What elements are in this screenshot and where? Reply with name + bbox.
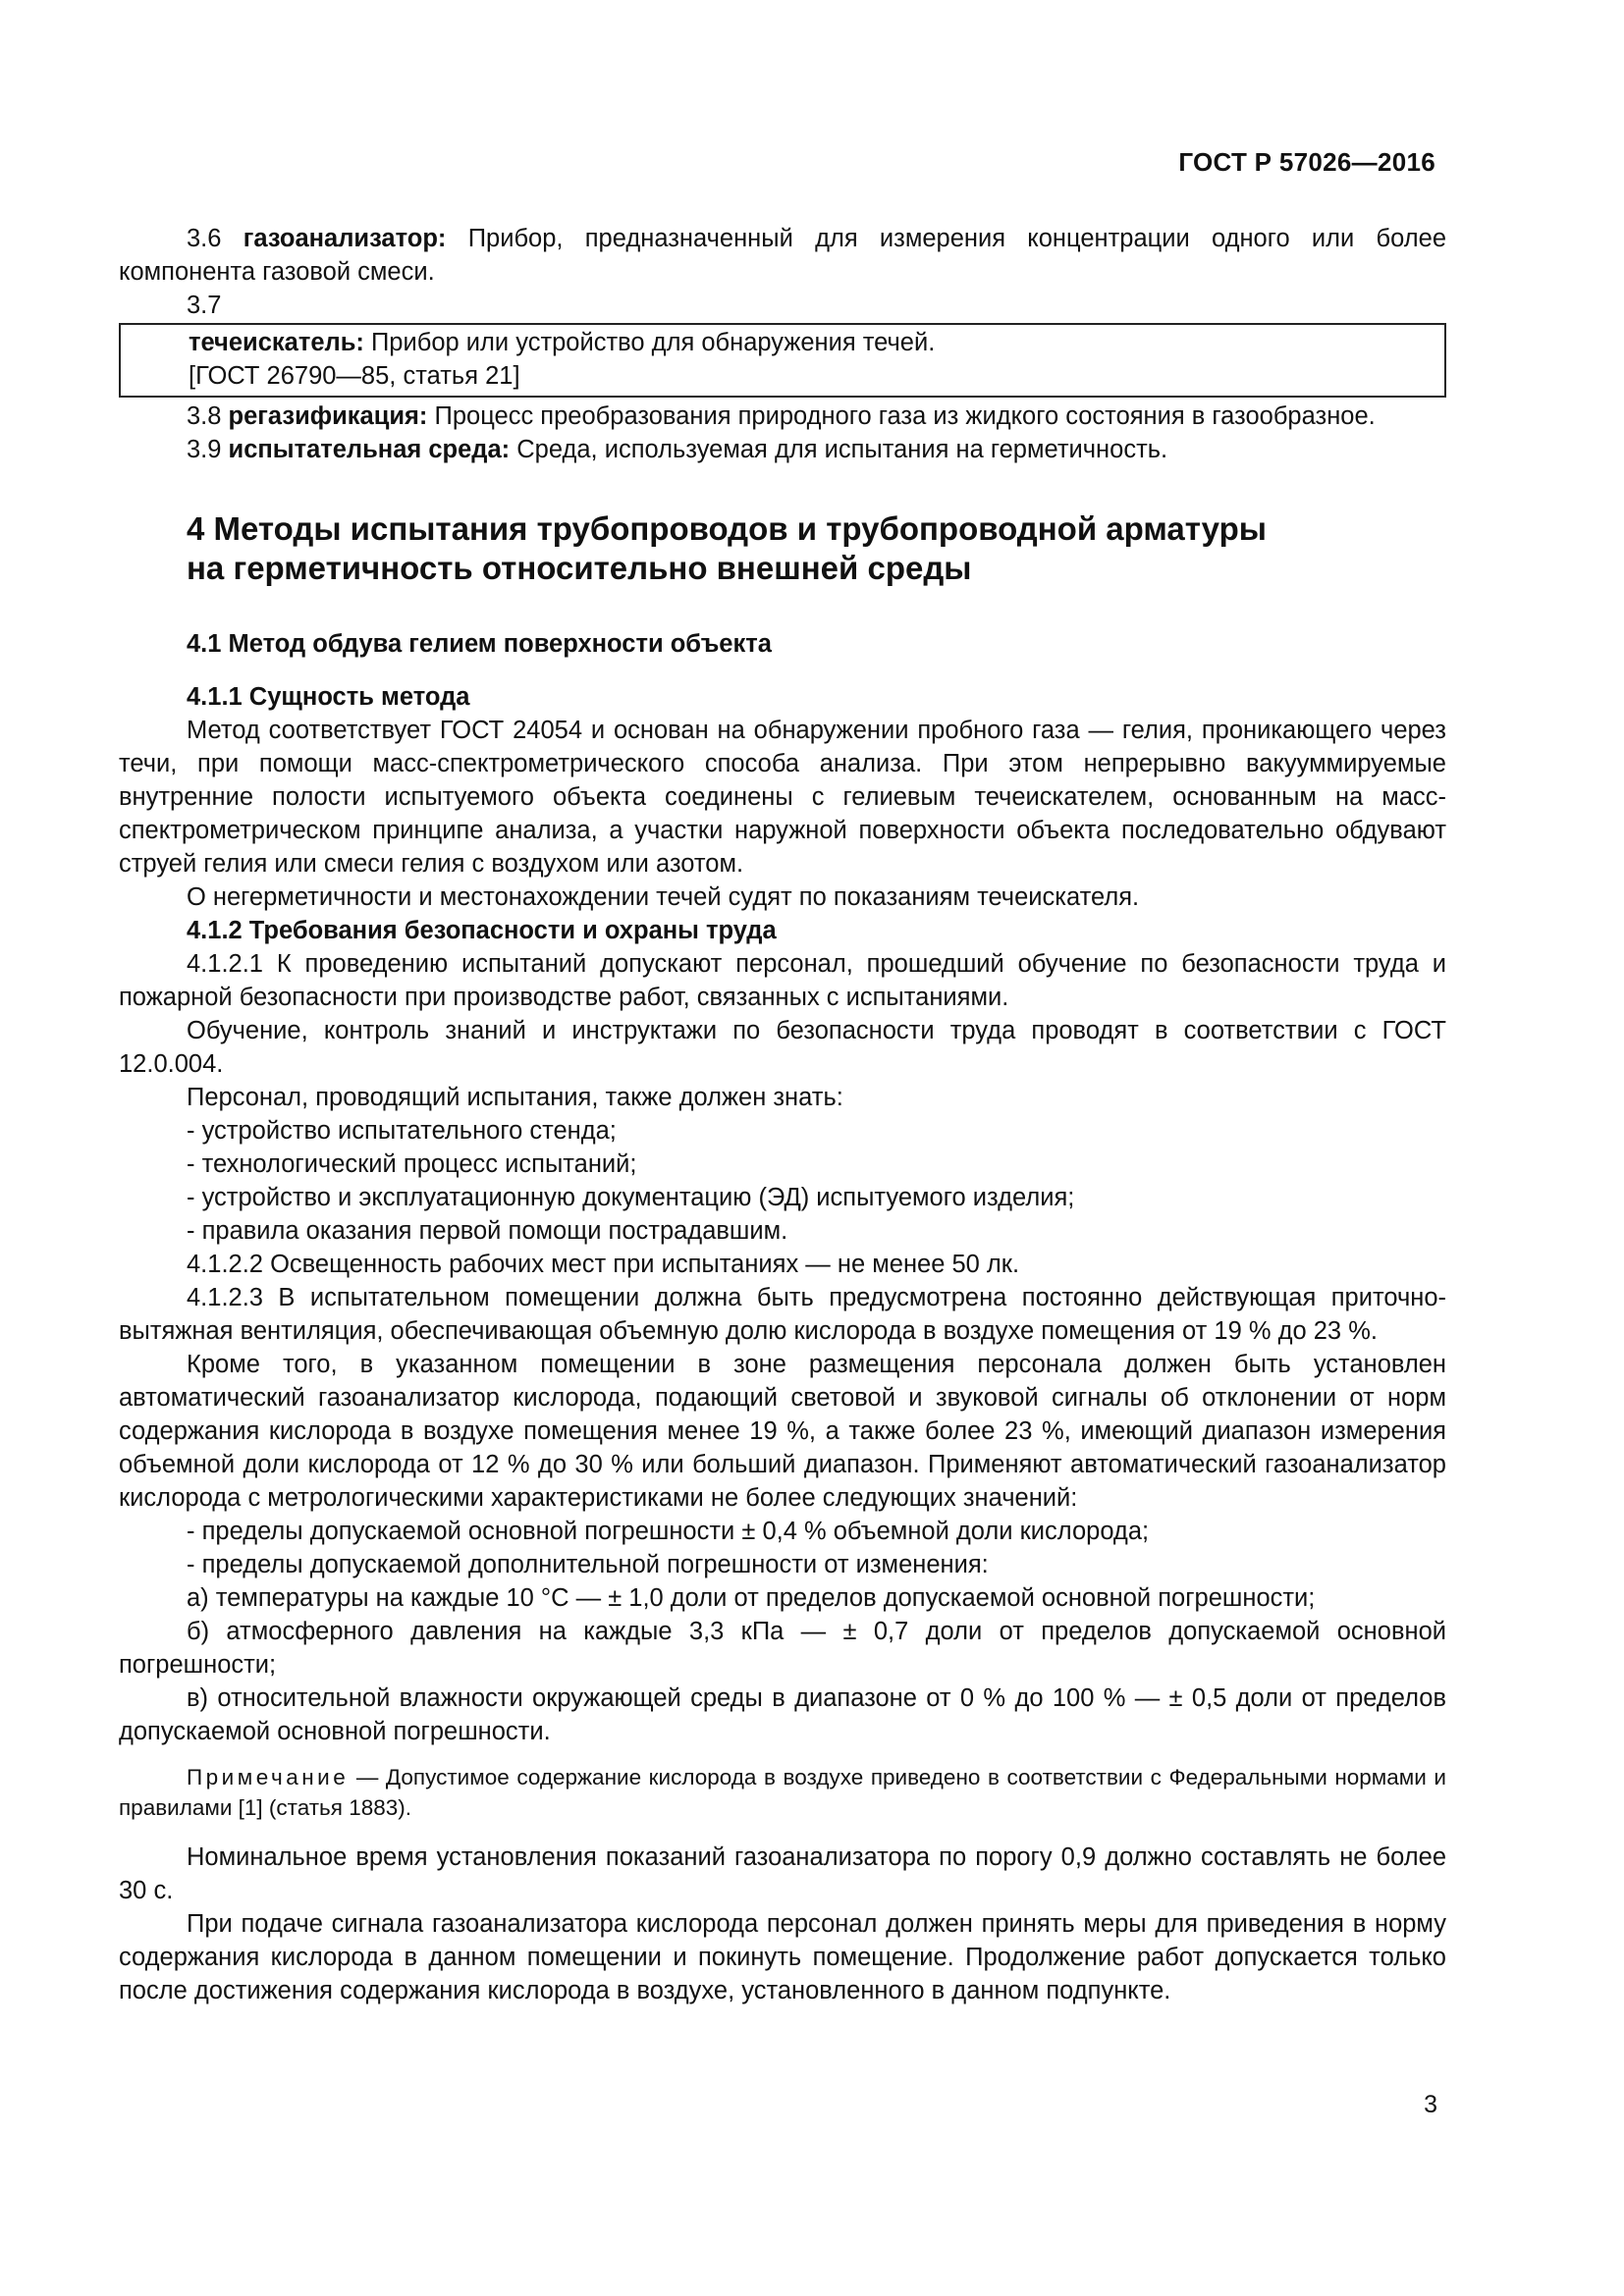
section-4-title xyxy=(187,509,1446,588)
paragraph: При подаче сигнала газоанализатора кислорода персонал должен принять меры для приведения в норму содержания кислорода в данном помещении и покинуть помещение. Продолжение работ допускается только после достижения содержания кислорода в воздухе, установленного в данном подпункте. xyxy=(119,1910,1446,2004)
term-name: регазификация: xyxy=(228,402,428,430)
term-3-7-number: 3.7 xyxy=(187,292,222,319)
paragraph: Обучение, контроль знаний и инструктажи по безопасности труда проводят в соответствии с ГОСТ 12.0.004. xyxy=(119,1017,1446,1078)
paragraph: О негерметичности и местонахождении течей судят по показаниям течеискателя. xyxy=(187,883,1140,911)
list-item: - устройство испытательного стенда; xyxy=(187,1117,617,1145)
term-definition: Прибор, предназначенный для измерения концентрации одного или более компонента газовой смеси. xyxy=(119,225,1447,286)
term-name: испытательная среда: xyxy=(228,436,511,463)
note-text: — Допустимое содержание кислорода в воздухе приведено в соответствии с Федеральными нормами и правилами [1] (статья 1883). xyxy=(119,1765,1446,1820)
subsection-4-1-2-title: 4.1.2 Требования безопасности и охраны труда xyxy=(187,917,777,944)
document-number: ГОСТ Р 57026—2016 xyxy=(1178,147,1435,177)
term-name: газоанализатор: xyxy=(243,225,447,252)
term-3-7 xyxy=(189,326,1444,359)
sub-item: в) относительной влажности окружающей среды в диапазоне от 0 % до 100 % — ± 0,5 доли от пределов допускаемой основной погрешности. xyxy=(119,1684,1446,1745)
paragraph: 4.1.2.1 К проведению испытаний допускают персонал, прошедший обучение по безопасности труда и пожарной безопасности при производстве работ, связанных с испытаниями. xyxy=(119,950,1446,1011)
note-label: Примечание xyxy=(187,1765,350,1789)
list-item: - устройство и эксплуатационную документацию (ЭД) испытуемого изделия; xyxy=(187,1184,1075,1211)
paragraph: 4.1.2.3 В испытательном помещении должна быть предусмотрена постоянно действующая приточно-вытяжная вентиляция, обеспечивающая объемную долю кислорода в воздухе помещения от 19 % до 23 %. xyxy=(119,1284,1446,1345)
section-title-line: на герметичность относительно внешней среды xyxy=(187,550,972,586)
list-item: - пределы допускаемой основной погрешности ± 0,4 % объемной доли кислорода; xyxy=(187,1518,1150,1545)
sub-item: б) атмосферного давления на каждые 3,3 кПа — ± 0,7 доли от пределов допускаемой основной погрешности; xyxy=(119,1618,1446,1679)
list-item: - правила оказания первой помощи пострадавшим. xyxy=(187,1217,788,1245)
term-definition: Среда, используемая для испытания на герметичность. xyxy=(516,436,1168,463)
subsection-4-1-1-title: 4.1.1 Сущность метода xyxy=(187,683,470,711)
term-3-6 xyxy=(119,222,1446,289)
term-3-7-box xyxy=(119,323,1446,398)
term-definition: Прибор или устройство для обнаружения течей. xyxy=(370,329,936,356)
paragraph: Метод соответствует ГОСТ 24054 и основан на обнаружении пробного газа — гелия, проникающего через течи, при помощи масс-спектрометрического способа анализа. При этом непрерывно вакууммируемые внутренние полости испытуемого объекта соединены с гелиевым течеискателем, основанным на масс-спектрометрическом принципе анализа, а участки наружной поверхности объекта последовательно обдувают струей гелия или смеси гелия с воздухом или азотом. xyxy=(119,717,1446,878)
term-reference: [ГОСТ 26790—85, статья 21] xyxy=(189,362,520,390)
term-definition: Процесс преобразования природного газа из жидкого состояния в газообразное. xyxy=(434,402,1376,430)
page-content xyxy=(119,222,1446,2007)
page-number: 3 xyxy=(1424,2091,1437,2118)
section-title-line: 4 Методы испытания трубопроводов и трубопроводной арматуры xyxy=(187,510,1267,547)
term-number: 3.9 xyxy=(187,436,222,463)
paragraph: Номинальное время установления показаний газоанализатора по порогу 0,9 должно составлять не более 30 с. xyxy=(119,1843,1446,1904)
paragraph: 4.1.2.2 Освещенность рабочих мест при испытаниях — не менее 50 лк. xyxy=(187,1251,1020,1278)
note xyxy=(119,1762,1446,1823)
paragraph: Персонал, проводящий испытания, также должен знать: xyxy=(187,1084,843,1111)
paragraph: Кроме того, в указанном помещении в зоне размещения персонала должен быть установлен автоматический газоанализатор кислорода, подающий световой и звуковой сигналы об отклонении от норм содержания кислорода в воздухе помещения менее 19 %, а также более 23 %, имеющий диапазон измерения объемной доли кислорода от 12 % до 30 % или больший диапазон. Применяют автоматический газоанализатор кислорода с метрологическими характеристиками не более следующих значений: xyxy=(119,1351,1446,1512)
term-3-9 xyxy=(119,433,1446,466)
term-name: течеискатель: xyxy=(189,329,364,356)
subsection-4-1-title: 4.1 Метод обдува гелием поверхности объекта xyxy=(187,630,772,658)
term-number: 3.6 xyxy=(187,225,222,252)
term-number: 3.8 xyxy=(187,402,222,430)
list-item: - технологический процесс испытаний; xyxy=(187,1150,637,1178)
sub-item: а) температуры на каждые 10 °C — ± 1,0 доли от пределов допускаемой основной погрешности; xyxy=(187,1584,1316,1612)
list-item: - пределы допускаемой дополнительной погрешности от изменения: xyxy=(187,1551,989,1578)
term-3-8 xyxy=(119,400,1446,433)
